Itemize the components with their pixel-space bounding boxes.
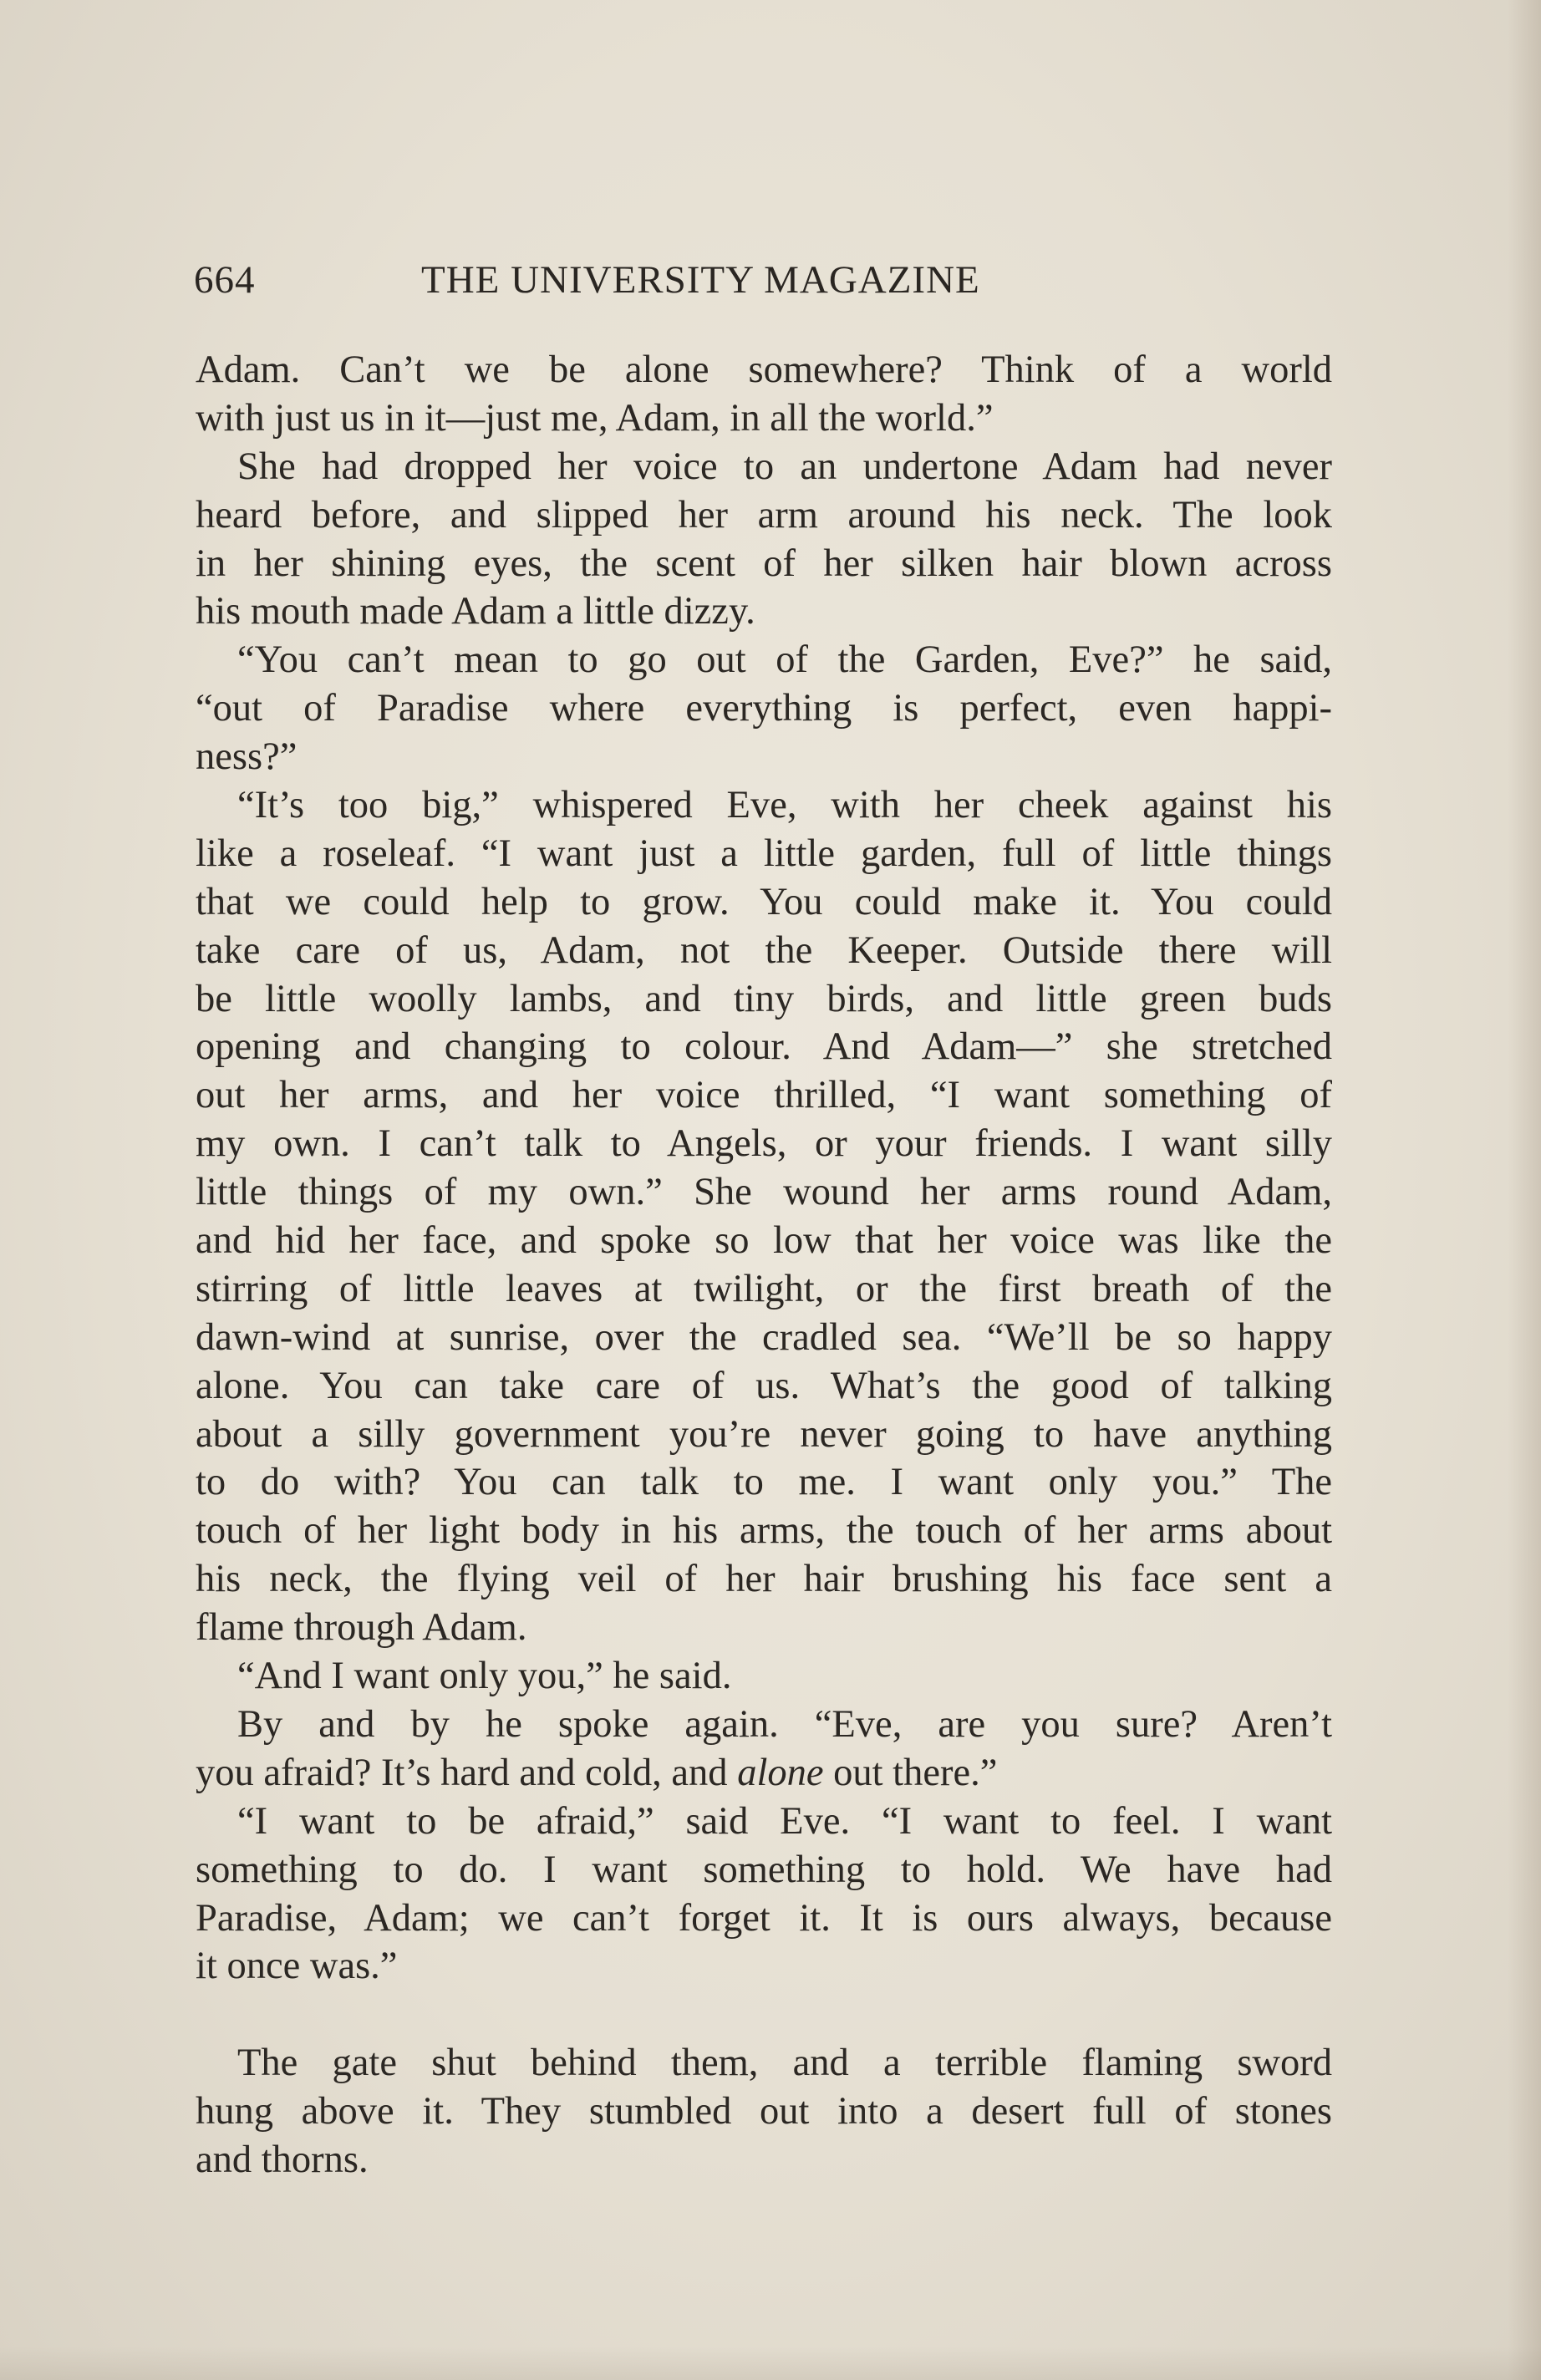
text-line: “It’s too big,” whispered Eve, with her cheek against his bbox=[237, 784, 1332, 827]
text-line: stirring of little leaves at twilight, or the first breath of the bbox=[196, 1267, 1332, 1310]
text-line: like a roseleaf. “I want just a little garden, full of little things bbox=[196, 831, 1332, 875]
text-segment: you afraid? It’s hard and cold, and bbox=[196, 1751, 738, 1794]
text-line: be little woolly lambs, and tiny birds, and little green buds bbox=[196, 977, 1332, 1020]
text-line: flame through Adam. bbox=[196, 1606, 527, 1650]
text-line: with just us in it—just me, Adam, in all the world.” bbox=[196, 396, 994, 440]
text-line: something to do. I want something to hold. We have had bbox=[196, 1848, 1332, 1891]
text-line bbox=[196, 1749, 1332, 1798]
italic-word: alone bbox=[737, 1751, 824, 1794]
text-line: hung above it. They stumbled out into a desert full of stones bbox=[196, 2090, 1332, 2133]
text-line: The gate shut behind them, and a terrible flaming sword bbox=[237, 2042, 1332, 2085]
text-line: about a silly government you’re never going to have anything bbox=[196, 1412, 1332, 1456]
running-head bbox=[194, 257, 1347, 308]
page-number: 664 bbox=[194, 258, 256, 302]
text-line: little things of my own.” She wound her arms round Adam, bbox=[196, 1171, 1332, 1214]
text-line: that we could help to grow. You could make it. You could bbox=[196, 880, 1332, 923]
text-line: Paradise, Adam; we can’t forget it. It is ours always, because bbox=[196, 1896, 1332, 1940]
text-line: “I want to be afraid,” said Eve. “I want to feel. I want bbox=[237, 1799, 1332, 1843]
page-bottom-shadow bbox=[0, 2347, 1541, 2380]
text-line: his neck, the flying veil of her hair brushing his face sent a bbox=[196, 1558, 1332, 1601]
text-line: out her arms, and her voice thrilled, “I want something of bbox=[196, 1074, 1332, 1117]
text-line: “You can’t mean to go out of the Garden, Eve?” he said, bbox=[237, 638, 1332, 682]
text-line: alone. You can take care of us. What’s the good of talking bbox=[196, 1364, 1332, 1407]
text-line: Adam. Can’t we be alone somewhere? Think of a world bbox=[196, 348, 1332, 391]
journal-title: THE UNIVERSITY MAGAZINE bbox=[421, 258, 980, 302]
text-segment: out there.” bbox=[823, 1751, 998, 1794]
text-line: heard before, and slipped her arm around his neck. The look bbox=[196, 493, 1332, 537]
text-line: By and by he spoke again. “Eve, are you sure? Aren’t bbox=[237, 1702, 1332, 1746]
text-line: “out of Paradise where everything is perfect, even happi- bbox=[196, 687, 1332, 730]
text-line: and thorns. bbox=[196, 2138, 369, 2181]
text-line: ness?” bbox=[196, 735, 298, 779]
text-line: my own. I can’t talk to Angels, or your friends. I want silly bbox=[196, 1122, 1332, 1166]
text-line: take care of us, Adam, not the Keeper. Outside there will bbox=[196, 928, 1332, 972]
body-text bbox=[196, 346, 1332, 2184]
text-line: She had dropped her voice to an undertone Adam had never bbox=[237, 445, 1332, 488]
text-line: and hid her face, and spoke so low that her voice was like the bbox=[196, 1219, 1332, 1263]
text-line: to do with? You can talk to me. I want only you.” The bbox=[196, 1461, 1332, 1504]
text-line: in her shining eyes, the scent of her silken hair blown across bbox=[196, 542, 1332, 585]
text-line: dawn-wind at sunrise, over the cradled sea. “We’ll be so happy bbox=[196, 1315, 1332, 1359]
section-break bbox=[196, 1991, 1332, 2039]
text-line: “And I want only you,” he said. bbox=[237, 1655, 732, 1698]
text-line: it once was.” bbox=[196, 1945, 398, 1988]
text-line: touch of her light body in his arms, the touch of her arms about bbox=[196, 1509, 1332, 1553]
text-line: opening and changing to colour. And Adam—” she stretched bbox=[196, 1025, 1332, 1069]
page-edge-shadow bbox=[1508, 0, 1541, 2380]
text-line: his mouth made Adam a little dizzy. bbox=[196, 590, 755, 633]
